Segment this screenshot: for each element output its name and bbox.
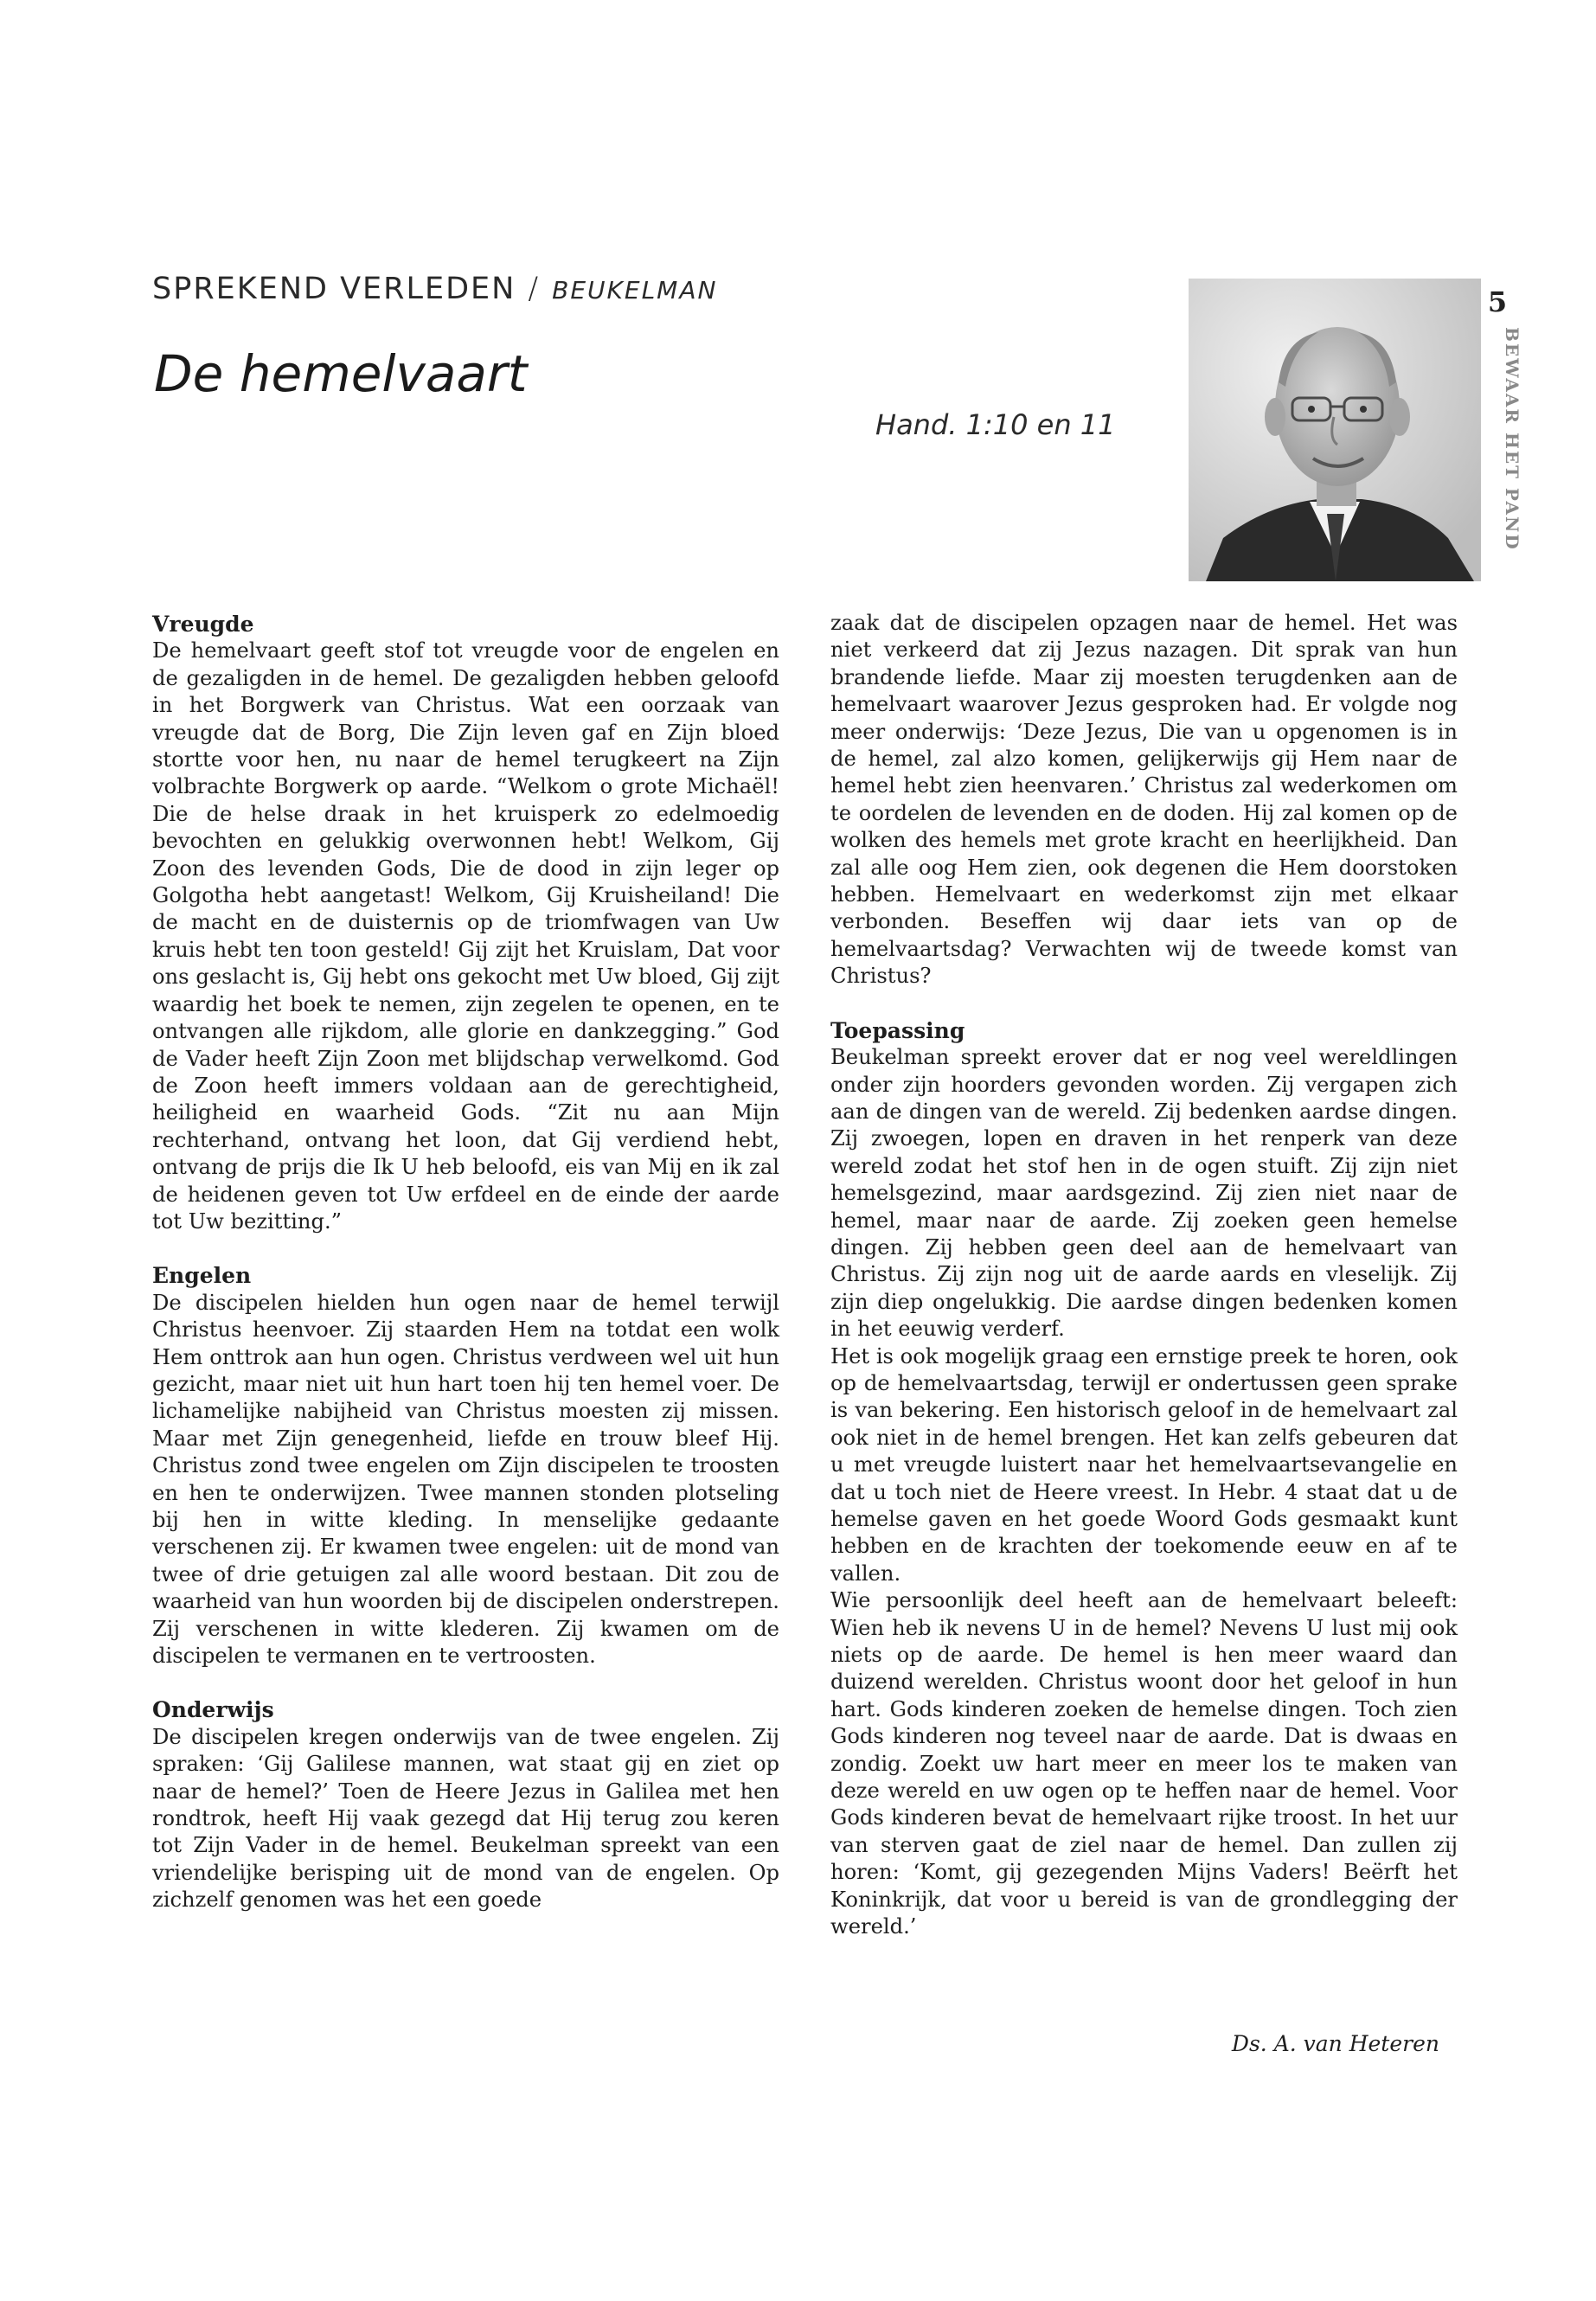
body-paragraph: De hemelvaart geeft stof tot vreugde voor de engelen en de gezaligden in de hemel. De gezaligden hebben geloofd in het Borgwerk van Christus. Wat een oorzaak van vreugde dat de Borg, Die Zijn leven gaf en Zijn bloed stortte voor hen, nu naar de hemel terugkeert na Zijn volbrachte Borgwerk op aarde. “Welkom o grote Michaël! Die de helse draak in het kruisperk zo edelmoedig bevochten en gelukkig overwonnen hebt! Welkom, Gij Zoon des levenden Gods, Die de dood in zijn leger op Golgotha hebt aangetast! Welkom, Gij Kruisheiland! Die de macht en de duisternis op de triomfwagen van Uw kruis hebt ten toon gesteld! Gij zijt het Kruislam, Dat voor ons geslacht is, Gij hebt ons gekocht met Uw bloed, Gij zijt waardig het boek te nemen, zijn zegelen te openen, en te ontvangen alle rijkdom, alle glorie en dankzegging.” God de Vader heeft Zijn Zoon met blijdschap verwelkomd. God de Zoon heeft immers voldaan aan de gerechtigheid, heiligheid en waarheid Gods. “Zit nu aan Mijn rechterhand, ontvang het loon, dat Gij verdiend hebt, ontvang de prijs die Ik U heb beloofd, eis van Mij en ik zal de heidenen geven tot Uw erfdeel en de einde der aarde tot Uw bezitting.” [152, 638, 779, 1234]
side-label: BEWAAR HET PAND [1502, 327, 1522, 551]
section-onderwijs [152, 1696, 779, 1913]
body-paragraph: Het is ook mogelijk graag een ernstige preek te horen, ook op de hemelvaartsdag, terwijl er ondertussen geen sprake is van bekering. Een historisch geloof in de hemelvaart zal ook niet in de hemel brengen. Het kan zelfs gebeuren dat u met vreugde luistert naar het hemelvaartsevangelie en dat u toch niet de Heere vreest. In Hebr. 4 staat dat u de hemelse gaven en het goede Woord Gods gesmaakt kunt hebben en de krachten der toekomende eeuw en af te vallen. [830, 1343, 1458, 1586]
body-paragraph: De discipelen kregen onderwijs van de twee engelen. Zij spraken: ‘Gij Galilese mannen, wat staat gij en ziet op naar de hemel?’ Toen de Heere Jezus in Galilea met hen rondtrok, heeft Hij vaak gezegd dat Hij terug zou keren tot Zijn Vader in de hemel. Beukelman spreekt van een vriendelijke berisping uit de mond van de engelen. Op zichzelf genomen was het een goede [152, 1724, 779, 1913]
body-paragraph: De discipelen hielden hun ogen naar de hemel terwijl Christus heenvoer. Zij staarden Hem na totdat een wolk Hem onttrok aan hun ogen. Christus verdween wel uit hun gezicht, maar niet uit hun hart toen hij ten hemel voer. De lichamelijke nabijheid van Christus moesten zij missen. Maar met Zijn genegenheid, liefde en trouw bleef Hij. Christus zond twee engelen om Zijn discipelen te troosten en hen te onderwijzen. Twee mannen stonden plotseling bij hen in witte kleding. In menselijke gedaante verschenen zij. Er kwamen twee engelen: uit de mond van twee of drie getuigen zal alle woord bestaan. Dit zou de waarheid van hun woorden bij de discipelen onderstrepen. Zij verschenen in witte klederen. Zij kwamen om de discipelen te vermanen en te vertroosten. [152, 1290, 779, 1669]
section-heading: Onderwijs [152, 1697, 274, 1723]
section-continuation [830, 610, 1458, 990]
author-portrait-photo [1189, 279, 1481, 581]
section-engelen [152, 1262, 779, 1670]
section-slash: / [528, 272, 541, 306]
section-toepassing [830, 1017, 1458, 1941]
section-heading: Vreugde [152, 612, 254, 637]
page-number: 5 [1487, 285, 1508, 318]
author-signature: Ds. A. van Heteren [1231, 2031, 1439, 2056]
section-heading: Toepassing [830, 1017, 965, 1043]
portrait-photo-icon [1189, 279, 1481, 581]
body-paragraph: Beukelman spreekt erover dat er nog veel wereldlingen onder zijn hoorders gevonden worden. Zij vergapen zich aan de dingen van de wereld. Zij bedenken aardse dingen. Zij zwoegen, lopen en draven in het renperk van deze wereld zodat het stof hen in de ogen stuift. Zij zijn niet hemelsgezind, maar aardsgezind. Zij zien niet naar de hemel, maar naar de aarde. Zij zoeken geen hemelse dingen. Zij hebben geen deel aan de hemelvaart van Christus. Zij zijn nog uit de aarde aards en vleselijk. Zij zijn diep ongelukkig. Die aardse dingen bedenken komen in het eeuwig verderf. [830, 1045, 1458, 1342]
body-paragraph: zaak dat de discipelen opzagen naar de hemel. Het was niet verkeerd dat zij Jezus nazagen. Dit sprak van hun brandende liefde. Maar zij moesten terugdenken aan de hemelvaart waarover Jezus gesproken had. Er volgde nog meer onderwijs: ‘Deze Jezus, Die van u opgenomen is in de hemel, zal alzo komen, gelijkerwijs gij Hem naar de hemel hebt zien heenvaren.’ Christus zal wederkomen om te oordelen de levenden en de doden. Hij zal komen op de wolken des hemels met grote kracht en heerlijkheid. Dan zal alle oog Hem zien, ook degenen die Hem doorstoken hebben. Hemelvaart en wederkomst zijn met elkaar verbonden. Beseffen wij daar iets van op de hemelvaartsdag? Verwachten wij de tweede komst van Christus? [830, 611, 1458, 989]
scripture-reference: Hand. 1:10 en 11 [875, 408, 1116, 441]
section-name: SPREKEND VERLEDEN [152, 272, 516, 306]
section-heading: Engelen [152, 1263, 252, 1289]
left-column [152, 611, 779, 1941]
section-author: BEUKELMAN [552, 276, 718, 304]
right-column [830, 610, 1458, 1968]
article-title: De hemelvaart [154, 344, 528, 403]
section-header [152, 272, 717, 306]
body-paragraph: Wie persoonlijk deel heeft aan de hemelvaart beleeft: Wien heb ik nevens U in de hemel? Nevens U lust mij ook niets op de aarde. De hemel is hen meer waard dan duizend werelden. Christus woont door het geloof in hun hart. Gods kinderen zoeken de hemelse dingen. Toch zien Gods kinderen nog teveel naar de aarde. Dat is dwaas en zondig. Zoekt uw hart meer en meer los te maken van deze wereld en uw ogen op te heffen naar de hemel. Voor Gods kinderen bevat de hemelvaart rijke troost. In het uur van sterven gaat de ziel naar de hemel. Dan zullen zij horen: ‘Komt, gij gezegenden Mijns Vaders! Beërft het Koninkrijk, dat voor u bereid is van de grondlegging der wereld.’ [830, 1588, 1458, 1939]
section-vreugde [152, 611, 779, 1235]
